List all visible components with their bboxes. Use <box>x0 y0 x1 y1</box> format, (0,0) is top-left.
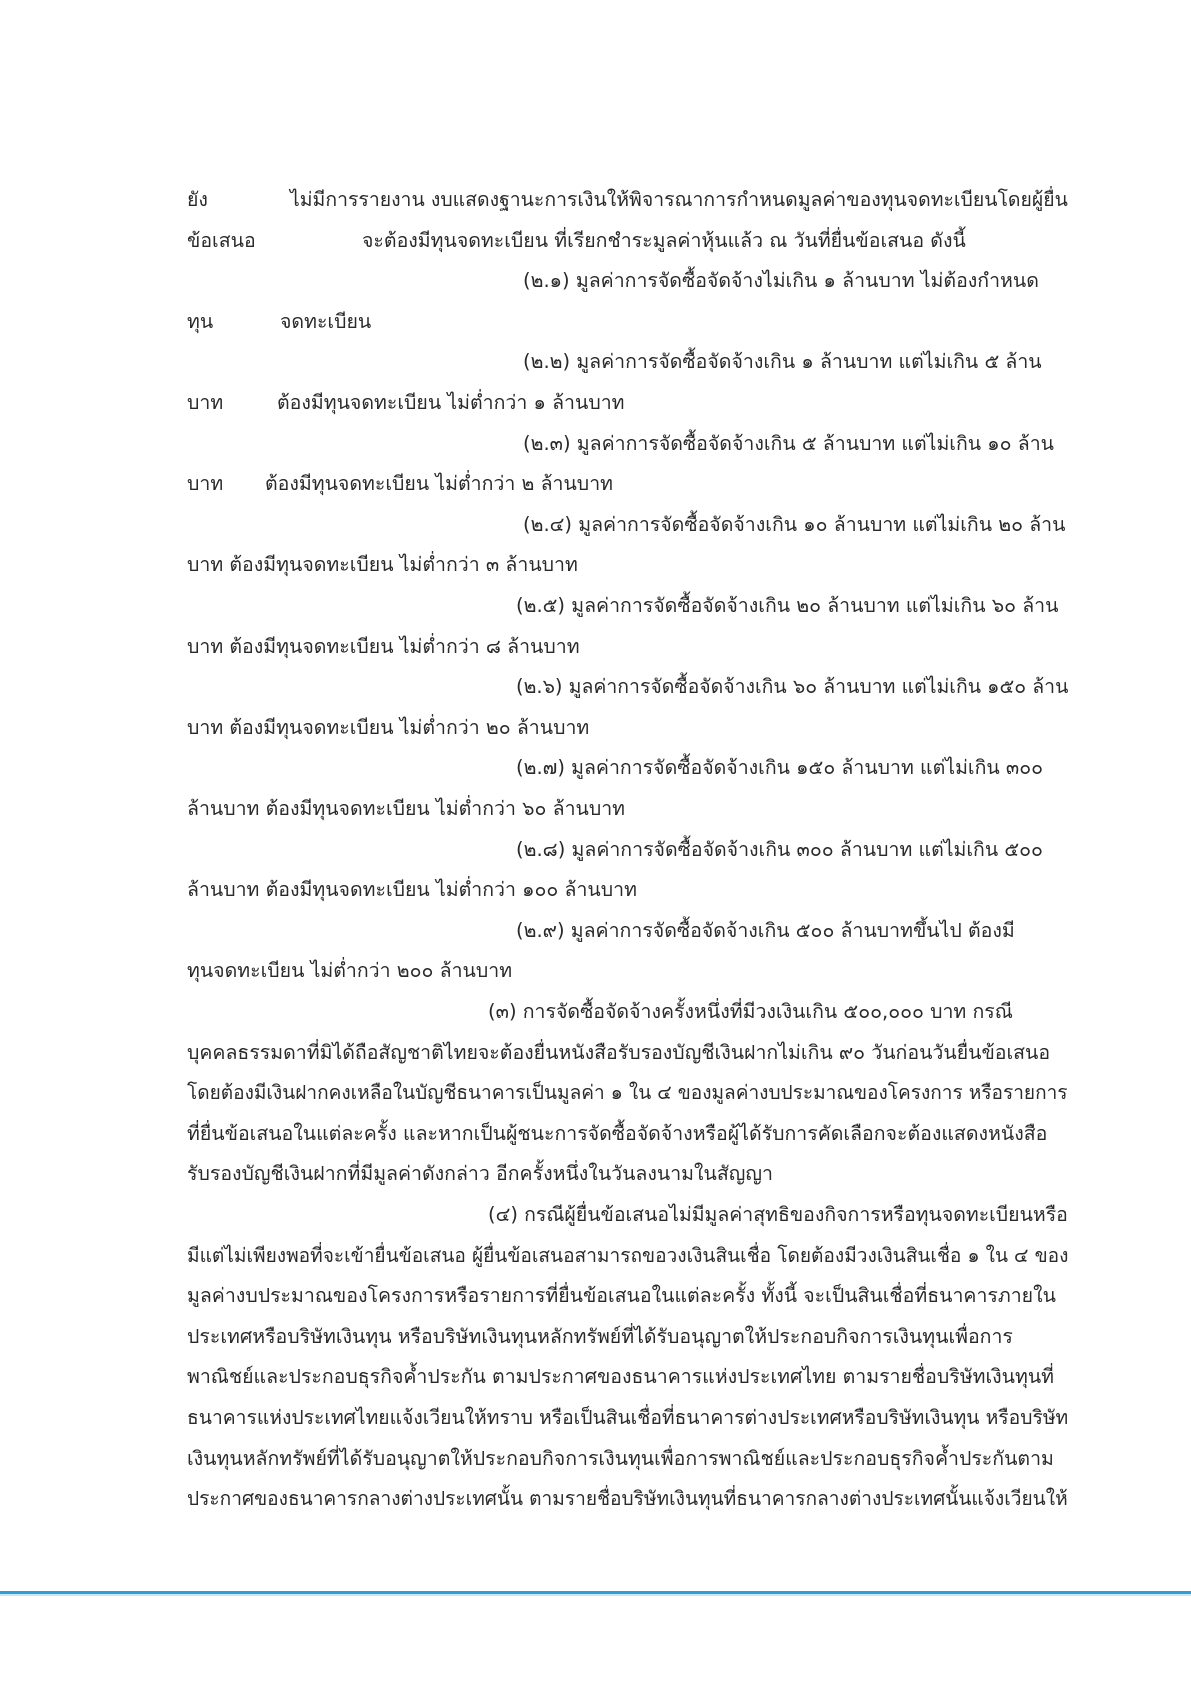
text-line-l12: บาท ต้องมีทุนจดทะเบียน ไม่ต่ำกว่า ๘ ล้านบาท <box>187 635 580 658</box>
text-line-l10: บาท ต้องมีทุนจดทะเบียน ไม่ต่ำกว่า ๓ ล้านบาท <box>187 553 578 576</box>
text-line-l14: บาท ต้องมีทุนจดทะเบียน ไม่ต่ำกว่า ๒๐ ล้านบาท <box>187 716 590 739</box>
text-line-l02-part-2: จะต้องมีทุนจดทะเบียน ที่เรียกชำระมูลค่าหุ้นแล้ว ณ วันที่ยื่นข้อเสนอ ดังนี้ <box>362 229 966 252</box>
text-line-l08-part-1: บาท <box>187 472 224 495</box>
footer-divider-shadow <box>0 1594 1191 1596</box>
text-line-l20: ทุนจดทะเบียน ไม่ต่ำกว่า ๒๐๐ ล้านบาท <box>187 959 513 982</box>
text-line-l25: รับรองบัญชีเงินฝากที่มีมูลค่าดังกล่าว อีกครั้งหนึ่งในวันลงนามในสัญญา <box>187 1162 773 1185</box>
text-line-l16: ล้านบาท ต้องมีทุนจดทะเบียน ไม่ต่ำกว่า ๖๐ ล้านบาท <box>187 797 626 820</box>
text-line-l24: ที่ยื่นข้อเสนอในแต่ละครั้ง และหากเป็นผู้ชนะการจัดซื้อจัดจ้างหรือผู้ได้รับการคัดเลือกจะต้องแสดงหนังสือ <box>187 1122 1048 1145</box>
text-line-l04-part-2: จดทะเบียน <box>280 310 372 333</box>
text-line-l07: (๒.๓) มูลค่าการจัดซื้อจัดจ้างเกิน ๕ ล้านบาท แต่ไม่เกิน ๑๐ ล้าน <box>523 432 1055 455</box>
text-line-l13: (๒.๖) มูลค่าการจัดซื้อจัดจ้างเกิน ๖๐ ล้านบาท แต่ไม่เกิน ๑๕๐ ล้าน <box>516 675 1069 698</box>
text-line-l18: ล้านบาท ต้องมีทุนจดทะเบียน ไม่ต่ำกว่า ๑๐๐ ล้านบาท <box>187 878 637 901</box>
text-line-l32: เงินทุนหลักทรัพย์ที่ได้รับอนุญาตให้ประกอบกิจการเงินทุนเพื่อการพาณิชย์และประกอบธุรกิจค้ำประกันตาม <box>187 1447 1054 1470</box>
text-line-l30: พาณิชย์และประกอบธุรกิจค้ำประกัน ตามประกาศของธนาคารแห่งประเทศไทย ตามรายชื่อบริษัทเงินทุนที่ <box>187 1365 1054 1388</box>
text-line-l33: ประกาศของธนาคารกลางต่างประเทศนั้น ตามรายชื่อบริษัทเงินทุนที่ธนาคารกลางต่างประเทศนั้นแจ้งเวียนให้ <box>187 1487 1068 1510</box>
text-line-l28: มูลค่างบประมาณของโครงการหรือรายการที่ยื่นข้อเสนอในแต่ละครั้ง ทั้งนี้ จะเป็นสินเชื่อที่ธนาคารภายใน <box>187 1284 1056 1307</box>
text-line-l09: (๒.๔) มูลค่าการจัดซื้อจัดจ้างเกิน ๑๐ ล้านบาท แต่ไม่เกิน ๒๐ ล้าน <box>523 513 1066 536</box>
text-line-l22: บุคคลธรรมดาที่มิได้ถือสัญชาติไทยจะต้องยื่นหนังสือรับรองบัญชีเงินฝากไม่เกิน ๙๐ วันก่อนวันยื่นข้อเสนอ <box>187 1041 1051 1064</box>
text-line-l08-part-2: ต้องมีทุนจดทะเบียน ไม่ต่ำกว่า ๒ ล้านบาท <box>265 472 613 495</box>
text-line-l02-part-1: ข้อเสนอ <box>187 229 256 252</box>
text-line-l01-part-2: ไม่มีการรายงาน งบแสดงฐานะการเงินให้พิจารณาการกำหนดมูลค่าของทุนจดทะเบียนโดยผู้ยื่น <box>290 188 1068 211</box>
text-line-l03: (๒.๑) มูลค่าการจัดซื้อจัดจ้างไม่เกิน ๑ ล้านบาท ไม่ต้องกำหนด <box>523 269 1039 292</box>
text-line-l29: ประเทศหรือบริษัทเงินทุน หรือบริษัทเงินทุนหลักทรัพย์ที่ได้รับอนุญาตให้ประกอบกิจการเงินทุนเพื่อการ <box>187 1325 1013 1348</box>
text-line-l17: (๒.๘) มูลค่าการจัดซื้อจัดจ้างเกิน ๓๐๐ ล้านบาท แต่ไม่เกิน ๕๐๐ <box>516 838 1043 861</box>
text-line-l05: (๒.๒) มูลค่าการจัดซื้อจัดจ้างเกิน ๑ ล้านบาท แต่ไม่เกิน ๕ ล้าน <box>523 350 1042 373</box>
text-line-l23: โดยต้องมีเงินฝากคงเหลือในบัญชีธนาคารเป็นมูลค่า ๑ ใน ๔ ของมูลค่างบประมาณของโครงการ หรือรายการ <box>187 1081 1068 1104</box>
text-line-l31: ธนาคารแห่งประเทศไทยแจ้งเวียนให้ทราบ หรือเป็นสินเชื่อที่ธนาคารต่างประเทศหรือบริษัทเงินทุน หรือบริษัท <box>187 1406 1069 1429</box>
text-line-l27: มีแต่ไม่เพียงพอที่จะเข้ายื่นข้อเสนอ ผู้ยื่นข้อเสนอสามารถขอวงเงินสินเชื่อ โดยต้องมีวงเงินสินเชื่อ ๑ ใน ๔ ของ <box>187 1244 1069 1267</box>
text-line-l15: (๒.๗) มูลค่าการจัดซื้อจัดจ้างเกิน ๑๕๐ ล้านบาท แต่ไม่เกิน ๓๐๐ <box>516 756 1044 779</box>
text-line-l01-part-1: ยัง <box>187 188 208 211</box>
text-line-l11: (๒.๕) มูลค่าการจัดซื้อจัดจ้างเกิน ๒๐ ล้านบาท แต่ไม่เกิน ๖๐ ล้าน <box>516 594 1059 617</box>
text-line-l04-part-1: ทุน <box>187 310 214 333</box>
text-line-l21: (๓) การจัดซื้อจัดจ้างครั้งหนึ่งที่มีวงเงินเกิน ๕๐๐,๐๐๐ บาท กรณี <box>488 1000 1013 1023</box>
text-line-l06-part-2: ต้องมีทุนจดทะเบียน ไม่ต่ำกว่า ๑ ล้านบาท <box>277 391 625 414</box>
text-line-l26: (๔) กรณีผู้ยื่นข้อเสนอไม่มีมูลค่าสุทธิของกิจการหรือทุนจดทะเบียนหรือ <box>488 1203 1068 1226</box>
text-line-l19: (๒.๙) มูลค่าการจัดซื้อจัดจ้างเกิน ๕๐๐ ล้านบาทขึ้นไป ต้องมี <box>516 919 1015 942</box>
text-line-l06-part-1: บาท <box>187 391 224 414</box>
